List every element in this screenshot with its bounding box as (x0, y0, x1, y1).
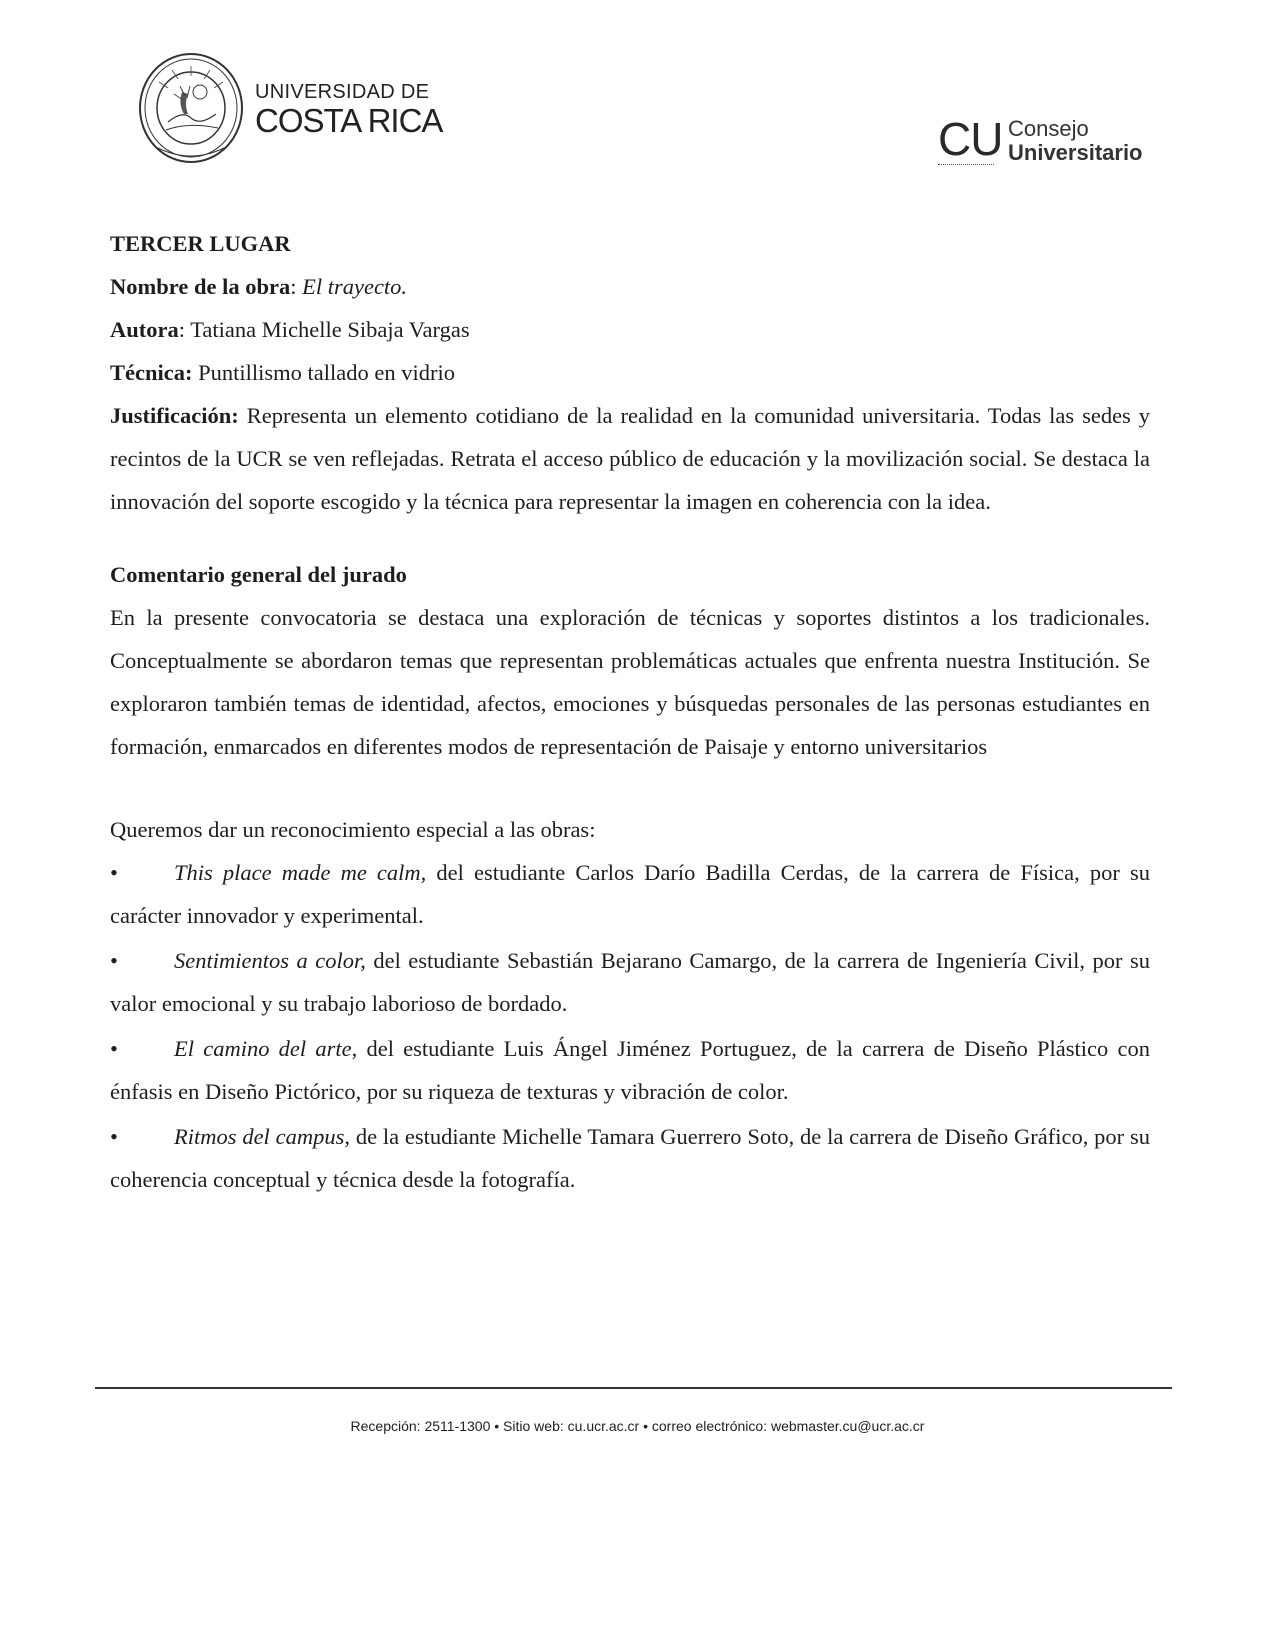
cu-name (1008, 118, 1143, 164)
author-label: Autora (110, 317, 179, 342)
bullet-icon: • (110, 1036, 118, 1061)
technique-value: Puntillismo tallado en vidrio (198, 360, 455, 385)
bullet-icon: • (110, 948, 118, 973)
list-item (110, 1027, 1150, 1113)
author-value: Tatiana Michelle Sibaja Vargas (190, 317, 470, 342)
award-heading: TERCER LUGAR (110, 231, 291, 256)
cu-underline (938, 164, 994, 165)
footer-contact: Recepción: 2511-1300 • Sitio web: cu.ucr.ac.cr • correo electrónico: webmaster.cu@ucr.ac.cr (350, 1418, 925, 1434)
recognition-intro: Queremos dar un reconocimiento especial a las obras: (110, 817, 596, 842)
work-name-value: El trayecto. (302, 274, 408, 299)
ucr-wordmark-line2: COSTA RICA (255, 102, 443, 139)
author-line: Autora: Tatiana Michelle Sibaja Vargas (110, 317, 470, 342)
list-item-title: El camino del arte, (174, 1036, 358, 1061)
footer-divider (95, 1387, 1172, 1389)
technique-line (110, 351, 1150, 394)
work-name-line: Nombre de la obra: El trayecto. (110, 274, 408, 299)
list-item-title: Sentimientos a color, (174, 948, 366, 973)
ucr-wordmark-line1: UNIVERSIDAD DE (255, 81, 430, 103)
cu-name-line1: Consejo (1008, 116, 1089, 141)
bullet-icon: • (110, 1124, 118, 1149)
list-item (110, 851, 1150, 937)
bullet-icon: • (110, 860, 118, 885)
justification-label: Justificación: (110, 403, 239, 428)
list-item (110, 939, 1150, 1025)
cu-mark: CU (938, 113, 1003, 165)
document-body (110, 222, 1150, 1203)
technique-label: Técnica: (110, 360, 193, 385)
list-item (110, 1115, 1150, 1201)
list-item-text: de la estudiante Michelle Tamara Guerrero Soto, de la carrera de Diseño Gráfico, por su coherencia conceptual y técnica desde la fotografía. (110, 1124, 1150, 1192)
cu-name-line2: Universitario (1008, 140, 1143, 165)
ucr-wordmark (255, 82, 442, 137)
list-item-text: del estudiante Sebastián Bejarano Camargo, de la carrera de Ingeniería Civil, por su valor emocional y su trabajo laborioso de bordado. (110, 948, 1151, 1016)
work-name-label: Nombre de la obra (110, 274, 291, 299)
comment-paragraph: En la presente convocatoria se destaca una exploración de técnicas y soportes distintos a los tradicionales. Conceptualmente se abordaron temas que representan problemáticas actuales que enfrenta nuestra Institución. Se exploraron también temas de identidad, afectos, emociones y búsquedas personales de las personas estudiantes en formación, enmarcados en diferentes modos de representación de Paisaje y entorno universitarios (110, 605, 1150, 759)
list-item-text: del estudiante Luis Ángel Jiménez Portuguez, de la carrera de Diseño Plástico con énfasis en Diseño Pictórico, por su riqueza de texturas y vibración de color. (110, 1036, 1150, 1104)
comment-heading: Comentario general del jurado (110, 562, 407, 587)
list-item-title: This place made me calm, (174, 860, 427, 885)
list-item-title: Ritmos del campus, (174, 1124, 350, 1149)
consejo-universitario-logo (938, 113, 1158, 172)
justification-paragraph (110, 394, 1150, 523)
justification-text: Representa un elemento cotidiano de la realidad en la comunidad universitaria. Todas las sedes y recintos de la UCR se ven reflejadas. Retrata el acceso público de educación y la movilización social. Se destaca la innovación del soporte escogido y la técnica para representar la imagen en coherencia con la idea. (110, 403, 1151, 514)
list-item-text: del estudiante Carlos Darío Badilla Cerdas, de la carrera de Física, por su carácter innovador y experimental. (110, 860, 1150, 928)
ucr-seal-logo (138, 52, 244, 164)
